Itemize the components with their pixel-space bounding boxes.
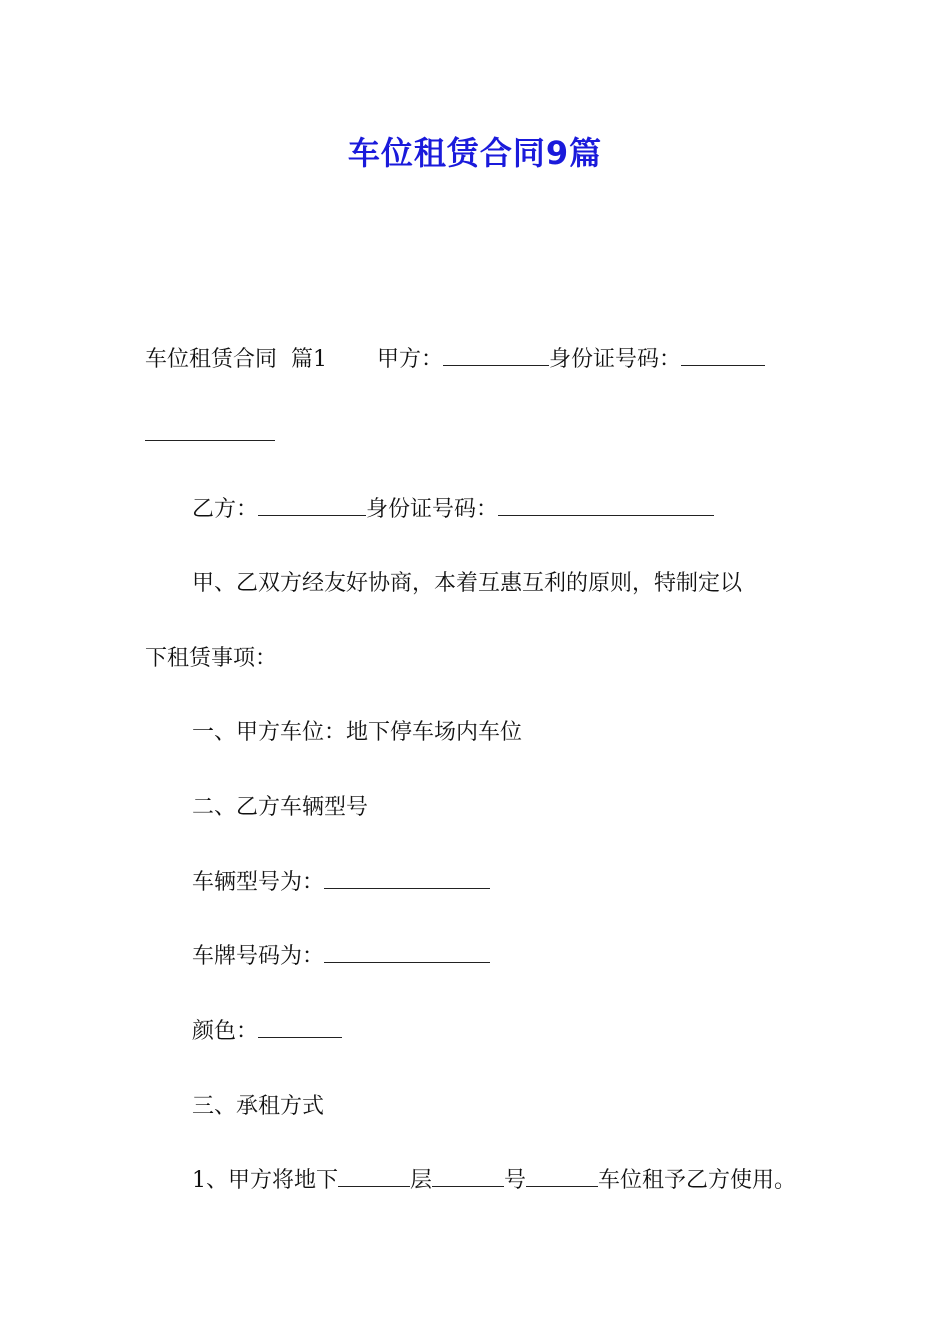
party-a-blank: [443, 347, 549, 366]
party-b-line: [192, 495, 714, 525]
vehicle-model-line: [192, 868, 490, 898]
plate-number-label: 车牌号码为：: [192, 944, 325, 969]
agreement-intro-line: 甲、乙双方经友好协商，本着互惠互利的原则，特制定以: [192, 571, 743, 596]
agreement-intro-continued: 下租赁事项：: [145, 646, 278, 671]
party-a-id-blank-continued: [145, 420, 275, 450]
party-b-id-blank: [498, 497, 714, 516]
space-blank: [526, 1168, 598, 1187]
color-line: [192, 1017, 342, 1047]
clause-1: 一、甲方车位：地下停车场内车位: [192, 720, 523, 745]
document-title: 车位租赁合同9篇: [347, 134, 603, 172]
party-a-id-blank: [681, 347, 765, 366]
lease-terms-part3: 号: [504, 1168, 527, 1193]
lease-terms-part1: 1、甲方将地下: [192, 1168, 338, 1193]
party-a-id-blank-2: [145, 422, 275, 441]
party-b-label: 乙方：: [192, 497, 259, 522]
clause-3: 三、承租方式: [192, 1094, 325, 1119]
clause-2: 二、乙方车辆型号: [192, 795, 369, 820]
lease-terms-part4: 车位租予乙方使用。: [598, 1168, 797, 1193]
party-a-label: 甲方：: [377, 347, 444, 372]
contract-header-line: [145, 345, 765, 375]
vehicle-model-label: 车辆型号为：: [192, 870, 325, 895]
floor-blank: [338, 1168, 410, 1187]
party-b-id-label: 身份证号码：: [366, 497, 499, 522]
lease-terms-part2: 层: [410, 1168, 433, 1193]
plate-number-blank: [324, 944, 490, 963]
color-blank: [258, 1019, 342, 1038]
vehicle-model-blank: [324, 870, 490, 889]
color-label: 颜色：: [192, 1019, 259, 1044]
party-b-blank: [258, 497, 366, 516]
section-label: 篇1: [291, 347, 328, 372]
number-blank: [432, 1168, 504, 1187]
party-a-id-label: 身份证号码：: [549, 347, 682, 372]
lease-terms-line: [192, 1166, 796, 1196]
contract-heading: 车位租赁合同: [145, 347, 278, 372]
plate-number-line: [192, 942, 490, 972]
